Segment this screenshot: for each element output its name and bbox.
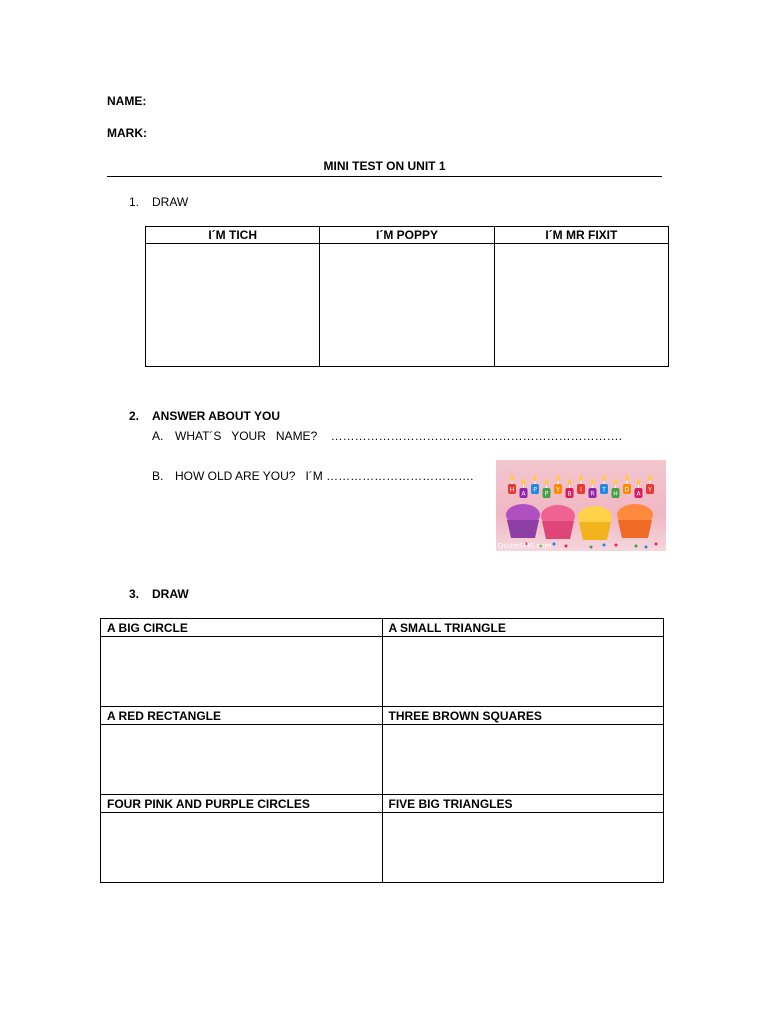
candle-letter-text: Y xyxy=(556,486,560,494)
candle-wick xyxy=(615,485,616,488)
candle-wick xyxy=(569,485,570,488)
column-header-poppy: I´M POPPY xyxy=(320,227,494,244)
candle-wick xyxy=(535,481,536,484)
question-b-letter: B. xyxy=(152,469,164,483)
column-header-tich: I´M TICH xyxy=(146,227,320,244)
draw-box-five-big-triangles[interactable] xyxy=(382,813,664,883)
candle-wick xyxy=(546,485,547,488)
candle-flame xyxy=(637,479,640,485)
cupcake-orange xyxy=(617,504,653,538)
question-b-text: HOW OLD ARE YOU? I´M ………………………………. xyxy=(175,469,474,483)
candle-letter-text: A xyxy=(636,490,641,498)
shapes-draw-table xyxy=(100,618,664,883)
section1-number: 1. xyxy=(129,195,140,209)
candle-flame xyxy=(591,479,594,485)
candle-letter-text: T xyxy=(602,486,606,494)
candle-flame xyxy=(602,475,605,481)
section2-heading: ANSWER ABOUT YOU xyxy=(152,409,281,423)
section3-number: 3. xyxy=(129,587,140,601)
candle-wick xyxy=(650,481,651,484)
candle-letter-text: I xyxy=(580,486,582,494)
draw-box-pink-purple-circles[interactable] xyxy=(101,813,383,883)
draw-box-poppy[interactable] xyxy=(320,244,494,367)
draw-box-tich[interactable] xyxy=(146,244,320,367)
candle-flame xyxy=(510,475,513,481)
candle-letter-text: B xyxy=(567,490,572,498)
draw-box-three-brown-squares[interactable] xyxy=(382,725,664,795)
candle-flame xyxy=(522,479,525,485)
name-label: NAME: xyxy=(107,94,147,108)
candle-letter-text: P xyxy=(533,486,537,494)
cupcake-pink xyxy=(541,505,575,539)
candle-wick xyxy=(558,481,559,484)
cupcake-yellow xyxy=(578,506,612,540)
prompt-five-big-triangles: FIVE BIG TRIANGLES xyxy=(382,795,664,813)
candle-letter-text: P xyxy=(544,490,549,498)
section1-heading: DRAW xyxy=(152,195,189,209)
candle-wick xyxy=(581,481,582,484)
candle-flame xyxy=(579,475,582,481)
image-watermark: QuoteSMS.com xyxy=(498,542,552,550)
cupcakes-illustration xyxy=(496,460,666,551)
candle-flame xyxy=(545,479,548,485)
characters-draw-table xyxy=(145,226,669,367)
candle-letter-text: Y xyxy=(648,486,652,494)
section2-number: 2. xyxy=(129,409,140,423)
birthday-cupcakes-image xyxy=(496,460,666,551)
candle-letter-text: H xyxy=(509,486,515,494)
draw-box-red-rectangle[interactable] xyxy=(101,725,383,795)
draw-box-mr-fixit[interactable] xyxy=(494,244,668,367)
question-a-text: WHAT´S YOUR NAME? ………………………………………………………………. xyxy=(175,429,622,443)
draw-box-big-circle[interactable] xyxy=(101,637,383,707)
cupcake-purple xyxy=(506,504,540,538)
candle-letter-text: R xyxy=(590,490,595,498)
prompt-small-triangle: A SMALL TRIANGLE xyxy=(382,619,664,637)
question-a-letter: A. xyxy=(152,429,164,443)
prompt-big-circle: A BIG CIRCLE xyxy=(101,619,383,637)
candle-wick xyxy=(592,485,593,488)
candle-flame xyxy=(556,475,559,481)
candle-flame xyxy=(533,475,536,481)
candle-flame xyxy=(614,479,617,485)
candle-wick xyxy=(512,481,513,484)
candle-letter-text: A xyxy=(521,490,526,498)
candle-wick xyxy=(638,485,639,488)
prompt-red-rectangle: A RED RECTANGLE xyxy=(101,707,383,725)
candle-wick xyxy=(604,481,605,484)
column-header-mr-fixit: I´M MR FIXIT xyxy=(494,227,668,244)
title-divider xyxy=(107,176,662,177)
candle-letter-text: H xyxy=(613,490,618,498)
candle-flame xyxy=(625,475,628,481)
prompt-pink-purple-circles: FOUR PINK AND PURPLE CIRCLES xyxy=(101,795,383,813)
candle-wick xyxy=(523,485,524,488)
candle-letter-text: D xyxy=(624,486,630,494)
draw-box-small-triangle[interactable] xyxy=(382,637,664,707)
candle-flame xyxy=(648,475,651,481)
candle-flame xyxy=(568,479,571,485)
prompt-three-brown-squares: THREE BROWN SQUARES xyxy=(382,707,664,725)
happy-birthday-candles xyxy=(508,475,654,498)
mark-label: MARK: xyxy=(107,126,147,140)
page-title: MINI TEST ON UNIT 1 xyxy=(323,159,446,173)
candle-wick xyxy=(627,481,628,484)
section3-heading: DRAW xyxy=(152,587,189,601)
